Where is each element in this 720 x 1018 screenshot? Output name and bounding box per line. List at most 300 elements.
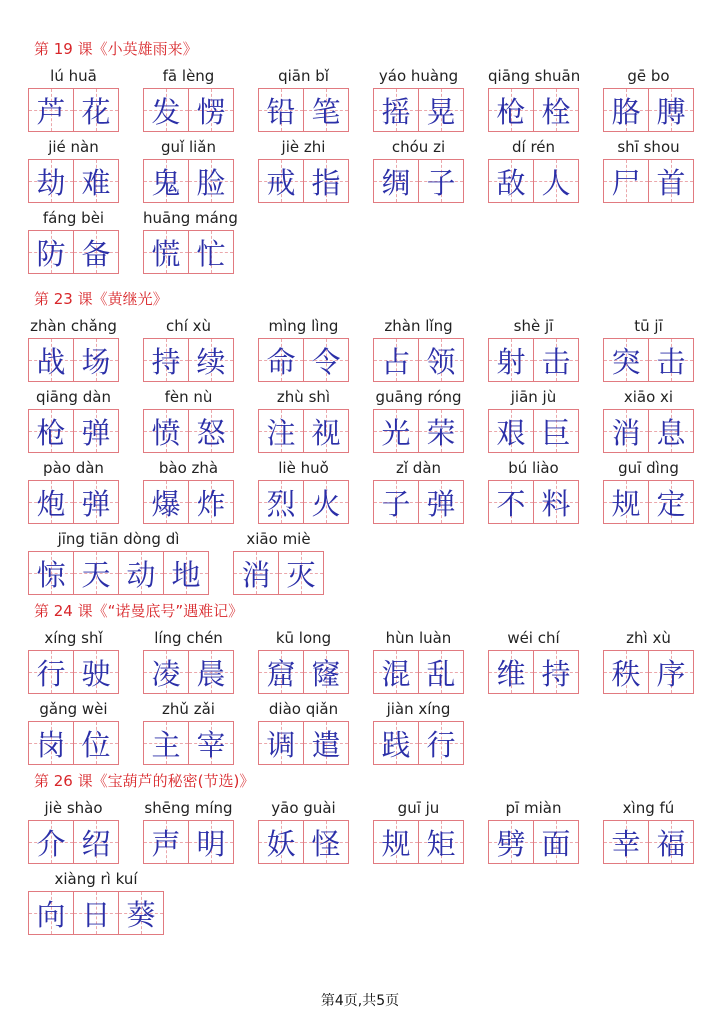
tianzige-cell <box>488 338 534 382</box>
tianzige-grid <box>28 88 119 132</box>
hanzi-character: 天 <box>81 557 111 592</box>
pinyin-label: xiāo xi <box>623 388 674 406</box>
lesson-heading: 第 23 课《黄继光》 <box>34 290 168 308</box>
hanzi-character: 劫 <box>36 165 66 200</box>
tianzige-cell <box>28 650 74 694</box>
pinyin-label: jīng tiān dòng dì <box>57 530 180 548</box>
pinyin-label: pào dàn <box>43 459 104 477</box>
vocab-word <box>28 387 119 453</box>
tianzige-grid <box>373 338 464 382</box>
tianzige-cell <box>278 551 324 595</box>
tianzige-grid <box>258 480 349 524</box>
tianzige-grid <box>603 650 694 694</box>
tianzige-cell <box>418 650 464 694</box>
pinyin-label: zhǔ zǎi <box>162 700 215 718</box>
tianzige-cell <box>488 88 534 132</box>
tianzige-cell <box>488 480 534 524</box>
tianzige-cell <box>73 338 119 382</box>
vocab-word <box>28 458 119 524</box>
hanzi-character: 不 <box>496 486 526 521</box>
hanzi-character: 岗 <box>36 727 66 762</box>
hanzi-character: 子 <box>426 165 456 200</box>
tianzige-cell <box>73 721 119 765</box>
hanzi-character: 炮 <box>36 486 66 521</box>
tianzige-cell <box>648 88 694 132</box>
tianzige-cell <box>188 650 234 694</box>
tianzige-grid <box>143 650 234 694</box>
hanzi-character: 战 <box>36 344 66 379</box>
pinyin-label: xiàng rì kuí <box>54 870 138 888</box>
tianzige-grid <box>373 88 464 132</box>
pinyin-label: xìng fú <box>622 799 675 817</box>
pinyin-label: shè jī <box>513 317 554 335</box>
tianzige-grid <box>143 480 234 524</box>
tianzige-cell <box>73 480 119 524</box>
tianzige-cell <box>603 480 649 524</box>
hanzi-character: 铅 <box>266 94 296 129</box>
tianzige-cell <box>533 820 579 864</box>
tianzige-grid <box>28 230 119 274</box>
vocab-word <box>373 66 464 132</box>
tianzige-cell <box>488 820 534 864</box>
vocab-word <box>373 137 464 203</box>
tianzige-cell <box>143 88 189 132</box>
tianzige-cell <box>258 820 304 864</box>
pinyin-label: liè huǒ <box>278 459 329 477</box>
hanzi-character: 绍 <box>81 826 111 861</box>
page-footer: 第4页,共5页 <box>320 993 400 1009</box>
tianzige-cell <box>418 88 464 132</box>
tianzige-grid <box>488 409 579 453</box>
tianzige-grid <box>258 820 349 864</box>
tianzige-grid <box>143 230 234 274</box>
pinyin-label: guǐ liǎn <box>161 138 216 156</box>
hanzi-character: 续 <box>196 344 226 379</box>
pinyin-label: xíng shǐ <box>44 629 103 647</box>
tianzige-cell <box>28 338 74 382</box>
pinyin-label: shī shou <box>617 138 680 156</box>
hanzi-character: 行 <box>426 727 456 762</box>
vocab-word <box>258 699 349 765</box>
vocab-word <box>28 699 119 765</box>
pinyin-label: tū jī <box>634 317 663 335</box>
vocab-word <box>373 628 464 694</box>
tianzige-grid <box>143 721 234 765</box>
tianzige-cell <box>303 650 349 694</box>
hanzi-character: 灭 <box>286 557 316 592</box>
tianzige-grid <box>488 820 579 864</box>
tianzige-cell <box>303 409 349 453</box>
hanzi-character: 妖 <box>266 826 296 861</box>
tianzige-cell <box>648 409 694 453</box>
tianzige-cell <box>373 650 419 694</box>
pinyin-label: qiāng shuān <box>488 67 581 85</box>
hanzi-character: 火 <box>311 486 341 521</box>
pinyin-label: gǎng wèi <box>39 700 108 718</box>
pinyin-label: qiāng dàn <box>36 388 111 406</box>
pinyin-label: yáo huàng <box>378 67 459 85</box>
vocab-word <box>28 316 119 382</box>
tianzige-cell <box>28 480 74 524</box>
vocab-word <box>603 387 694 453</box>
pinyin-label: guī ju <box>397 799 440 817</box>
pinyin-label: yāo guài <box>271 799 336 817</box>
hanzi-character: 怪 <box>311 826 341 861</box>
vocab-word <box>143 316 234 382</box>
hanzi-character: 愤 <box>151 415 181 450</box>
tianzige-grid <box>373 409 464 453</box>
tianzige-cell <box>303 820 349 864</box>
tianzige-grid <box>233 551 324 595</box>
vocab-word <box>258 798 349 864</box>
pinyin-label: jiè zhi <box>281 138 326 156</box>
hanzi-character: 鬼 <box>151 165 181 200</box>
vocab-word <box>143 628 234 694</box>
vocab-word <box>488 458 579 524</box>
tianzige-cell <box>603 88 649 132</box>
tianzige-grid <box>28 820 119 864</box>
tianzige-grid <box>143 409 234 453</box>
tianzige-grid <box>28 721 119 765</box>
tianzige-cell <box>418 721 464 765</box>
vocab-word <box>488 387 579 453</box>
vocab-word <box>28 529 209 595</box>
pinyin-label: bú liào <box>508 459 559 477</box>
hanzi-character: 命 <box>266 344 296 379</box>
tianzige-grid <box>603 159 694 203</box>
hanzi-character: 慌 <box>151 236 181 271</box>
hanzi-character: 惊 <box>36 557 66 592</box>
vocab-word <box>28 137 119 203</box>
hanzi-character: 介 <box>36 826 66 861</box>
tianzige-cell <box>303 338 349 382</box>
tianzige-cell <box>603 409 649 453</box>
tianzige-cell <box>258 409 304 453</box>
hanzi-character: 弹 <box>426 486 456 521</box>
tianzige-cell <box>373 721 419 765</box>
hanzi-character: 人 <box>541 165 571 200</box>
tianzige-cell <box>73 88 119 132</box>
hanzi-character: 地 <box>171 557 201 592</box>
tianzige-cell <box>603 338 649 382</box>
tianzige-cell <box>603 820 649 864</box>
tianzige-grid <box>28 409 119 453</box>
tianzige-cell <box>488 650 534 694</box>
hanzi-character: 晃 <box>426 94 456 129</box>
pinyin-label: jiàn xíng <box>386 700 451 718</box>
hanzi-character: 首 <box>656 165 686 200</box>
vocab-word <box>258 316 349 382</box>
hanzi-character: 乱 <box>426 656 456 691</box>
hanzi-character: 福 <box>656 826 686 861</box>
vocab-word <box>28 869 164 935</box>
tianzige-grid <box>143 338 234 382</box>
tianzige-cell <box>418 409 464 453</box>
tianzige-grid <box>28 159 119 203</box>
tianzige-cell <box>533 88 579 132</box>
tianzige-cell <box>188 409 234 453</box>
pinyin-label: bào zhà <box>158 459 219 477</box>
tianzige-cell <box>488 159 534 203</box>
vocab-word <box>258 137 349 203</box>
tianzige-cell <box>143 480 189 524</box>
vocab-word <box>258 458 349 524</box>
tianzige-cell <box>258 159 304 203</box>
hanzi-character: 领 <box>426 344 456 379</box>
hanzi-character: 枪 <box>36 415 66 450</box>
tianzige-cell <box>28 891 74 935</box>
vocab-word <box>488 137 579 203</box>
hanzi-character: 击 <box>541 344 571 379</box>
vocab-word <box>603 458 694 524</box>
hanzi-character: 备 <box>81 236 111 271</box>
hanzi-character: 尸 <box>611 165 641 200</box>
hanzi-character: 突 <box>611 344 641 379</box>
tianzige-cell <box>373 480 419 524</box>
hanzi-character: 消 <box>611 415 641 450</box>
tianzige-grid <box>258 159 349 203</box>
pinyin-label: wéi chí <box>507 629 560 647</box>
tianzige-cell <box>188 820 234 864</box>
tianzige-cell <box>648 650 694 694</box>
hanzi-character: 荣 <box>426 415 456 450</box>
tianzige-cell <box>418 338 464 382</box>
hanzi-character: 葵 <box>126 897 156 932</box>
tianzige-cell <box>533 480 579 524</box>
pinyin-label: zhàn chǎng <box>30 317 117 335</box>
pinyin-label: zhàn lǐng <box>384 317 453 335</box>
hanzi-character: 注 <box>266 415 296 450</box>
vocab-word <box>603 316 694 382</box>
tianzige-cell <box>188 159 234 203</box>
tianzige-grid <box>143 820 234 864</box>
tianzige-cell <box>303 159 349 203</box>
tianzige-cell <box>648 159 694 203</box>
vocab-word <box>603 628 694 694</box>
hanzi-character: 防 <box>36 236 66 271</box>
hanzi-character: 胳 <box>611 94 641 129</box>
lesson-heading: 第 24 课《“诺曼底号”遇难记》 <box>34 602 244 620</box>
pinyin-label: dí rén <box>511 138 556 156</box>
vocab-word <box>143 387 234 453</box>
tianzige-cell <box>603 159 649 203</box>
vocab-word <box>488 628 579 694</box>
hanzi-character: 烈 <box>266 486 296 521</box>
pinyin-label: líng chén <box>154 629 223 647</box>
hanzi-character: 位 <box>81 727 111 762</box>
hanzi-character: 光 <box>381 415 411 450</box>
hanzi-character: 忙 <box>196 236 226 271</box>
hanzi-character: 窿 <box>311 656 341 691</box>
pinyin-label: fā lèng <box>162 67 215 85</box>
tianzige-cell <box>143 721 189 765</box>
tianzige-cell <box>73 159 119 203</box>
tianzige-cell <box>418 480 464 524</box>
hanzi-character: 规 <box>611 486 641 521</box>
tianzige-cell <box>533 159 579 203</box>
tianzige-cell <box>488 409 534 453</box>
tianzige-grid <box>488 480 579 524</box>
vocab-word <box>373 387 464 453</box>
pinyin-label: gē bo <box>627 67 670 85</box>
pinyin-label: jiān jù <box>510 388 557 406</box>
hanzi-character: 宰 <box>196 727 226 762</box>
vocab-word <box>373 458 464 524</box>
lesson-heading: 第 19 课《小英雄雨来》 <box>34 40 198 58</box>
tianzige-grid <box>28 650 119 694</box>
tianzige-grid <box>258 721 349 765</box>
tianzige-cell <box>28 159 74 203</box>
tianzige-grid <box>488 338 579 382</box>
tianzige-cell <box>373 88 419 132</box>
hanzi-character: 明 <box>196 826 226 861</box>
tianzige-cell <box>373 820 419 864</box>
tianzige-cell <box>648 338 694 382</box>
tianzige-cell <box>188 230 234 274</box>
tianzige-cell <box>258 650 304 694</box>
tianzige-cell <box>188 338 234 382</box>
hanzi-character: 序 <box>656 656 686 691</box>
tianzige-cell <box>73 650 119 694</box>
tianzige-cell <box>28 230 74 274</box>
vocab-word <box>28 798 119 864</box>
lesson-heading: 第 26 课《宝葫芦的秘密(节选)》 <box>34 772 255 790</box>
hanzi-character: 戒 <box>266 165 296 200</box>
hanzi-character: 动 <box>126 557 156 592</box>
tianzige-cell <box>28 721 74 765</box>
hanzi-character: 敌 <box>496 165 526 200</box>
hanzi-character: 窟 <box>266 656 296 691</box>
hanzi-character: 视 <box>311 415 341 450</box>
pinyin-label: pī miàn <box>505 799 562 817</box>
hanzi-character: 持 <box>151 344 181 379</box>
hanzi-character: 巨 <box>541 415 571 450</box>
hanzi-character: 摇 <box>381 94 411 129</box>
vocab-word <box>143 699 234 765</box>
hanzi-character: 栓 <box>541 94 571 129</box>
tianzige-cell <box>143 338 189 382</box>
tianzige-cell <box>303 88 349 132</box>
tianzige-grid <box>143 159 234 203</box>
vocab-word <box>603 798 694 864</box>
pinyin-label: jiè shào <box>44 799 103 817</box>
vocab-word <box>143 798 234 864</box>
tianzige-cell <box>303 480 349 524</box>
tianzige-grid <box>28 480 119 524</box>
hanzi-character: 脸 <box>196 165 226 200</box>
hanzi-character: 声 <box>151 826 181 861</box>
vocab-word <box>373 798 464 864</box>
hanzi-character: 料 <box>541 486 571 521</box>
vocab-word <box>488 798 579 864</box>
pinyin-label: guāng róng <box>375 388 462 406</box>
pinyin-label: shēng míng <box>144 799 233 817</box>
pinyin-label: zhì xù <box>626 629 671 647</box>
hanzi-character: 晨 <box>196 656 226 691</box>
tianzige-grid <box>28 551 209 595</box>
hanzi-character: 指 <box>311 165 341 200</box>
vocab-word <box>233 529 324 595</box>
pinyin-label: zǐ dàn <box>395 459 442 477</box>
hanzi-character: 凌 <box>151 656 181 691</box>
vocab-word <box>143 208 238 274</box>
tianzige-cell <box>188 88 234 132</box>
tianzige-cell <box>28 409 74 453</box>
tianzige-grid <box>488 650 579 694</box>
tianzige-grid <box>603 820 694 864</box>
hanzi-character: 令 <box>311 344 341 379</box>
hanzi-character: 难 <box>81 165 111 200</box>
hanzi-character: 绸 <box>381 165 411 200</box>
tianzige-grid <box>603 338 694 382</box>
vocab-word <box>258 628 349 694</box>
hanzi-character: 子 <box>381 486 411 521</box>
hanzi-character: 规 <box>381 826 411 861</box>
tianzige-cell <box>373 409 419 453</box>
tianzige-cell <box>28 88 74 132</box>
pinyin-label: mìng lìng <box>268 317 339 335</box>
vocab-word <box>373 316 464 382</box>
tianzige-grid <box>373 721 464 765</box>
tianzige-cell <box>373 159 419 203</box>
tianzige-cell <box>73 409 119 453</box>
tianzige-grid <box>603 480 694 524</box>
vocab-word <box>28 628 119 694</box>
vocab-word <box>488 66 579 132</box>
tianzige-grid <box>488 159 579 203</box>
hanzi-character: 秩 <box>611 656 641 691</box>
tianzige-cell <box>233 551 279 595</box>
hanzi-character: 主 <box>151 727 181 762</box>
hanzi-character: 花 <box>81 94 111 129</box>
tianzige-cell <box>533 409 579 453</box>
tianzige-cell <box>258 721 304 765</box>
hanzi-character: 芦 <box>36 94 66 129</box>
tianzige-grid <box>258 409 349 453</box>
vocab-word <box>603 137 694 203</box>
hanzi-character: 射 <box>496 344 526 379</box>
hanzi-character: 驶 <box>81 656 111 691</box>
hanzi-character: 行 <box>36 656 66 691</box>
tianzige-cell <box>303 721 349 765</box>
tianzige-grid <box>373 820 464 864</box>
pinyin-label: huāng máng <box>143 209 238 227</box>
tianzige-cell <box>73 891 119 935</box>
hanzi-character: 维 <box>496 656 526 691</box>
tianzige-grid <box>28 891 164 935</box>
hanzi-character: 遣 <box>311 727 341 762</box>
hanzi-character: 日 <box>81 897 111 932</box>
tianzige-cell <box>603 650 649 694</box>
tianzige-cell <box>28 551 74 595</box>
tianzige-grid <box>488 88 579 132</box>
tianzige-cell <box>163 551 209 595</box>
tianzige-cell <box>188 480 234 524</box>
hanzi-character: 矩 <box>426 826 456 861</box>
tianzige-cell <box>188 721 234 765</box>
tianzige-grid <box>373 650 464 694</box>
tianzige-cell <box>418 159 464 203</box>
pinyin-label: qiān bǐ <box>278 67 329 85</box>
tianzige-grid <box>373 480 464 524</box>
hanzi-character: 持 <box>541 656 571 691</box>
tianzige-cell <box>533 650 579 694</box>
tianzige-cell <box>118 551 164 595</box>
tianzige-cell <box>143 650 189 694</box>
pinyin-label: diào qiǎn <box>268 700 339 718</box>
vocab-word <box>258 387 349 453</box>
pinyin-label: chí xù <box>165 317 212 335</box>
